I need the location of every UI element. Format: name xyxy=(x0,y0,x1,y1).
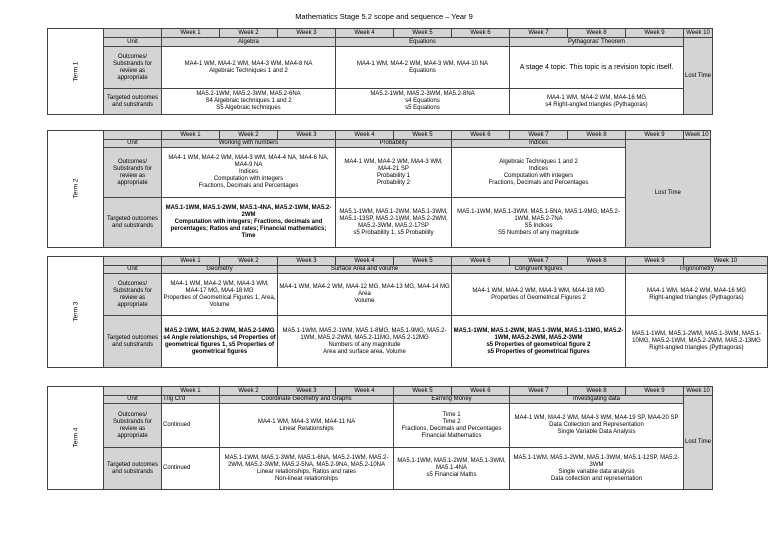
row-label-unit: Unit xyxy=(104,266,162,274)
review-cell: Time 1 Time 2 Fractions, Decimals and Percentages Financial Mathematics xyxy=(394,404,510,448)
week-header: Week 4 xyxy=(336,29,394,38)
row-label-targeted: Targeted outcomes and substrands xyxy=(104,198,162,248)
review-cell: Continued xyxy=(162,404,220,448)
week-header: Week 2 xyxy=(220,29,278,38)
week-header: Week 5 xyxy=(394,29,452,38)
targeted-cell: MA5.1-1WM, MA5.1-2WM, MA5.1-3WM, MA5.1-10MG, MA5.2-1WM, MA5.2-2WM, MA5.2-13MG Right-angled triangles (Pythagoras) xyxy=(626,316,768,368)
row-label-outcomes: Outcomes/ Substrands for review as appropriate xyxy=(104,47,162,89)
term-1-table xyxy=(47,28,713,115)
page-title: Mathematics Stage 5.2 scope and sequence – Year 9 xyxy=(295,12,473,21)
row-label-targeted: Targeted outcomes and substrands xyxy=(104,316,162,368)
week-header: Week 1 xyxy=(162,131,220,140)
term-label: Term 1 xyxy=(48,29,104,115)
review-cell: MA4-1 WM, MA4-2 WM, MA4-3 WM, MA4-18 MG Properties of Geometrical Figures 2 xyxy=(452,274,626,316)
targeted-cell: Continued xyxy=(162,448,220,490)
targeted-cell: MA5.1-1WM, MA5.1-2WM, MA5.1-3WM, MA5.1-13SP, MA5.2-1WM, MA5.2-2WM, MA5.2-3WM, MA5.2-17SP s5 Probability 1, s5 Probability xyxy=(336,198,452,248)
review-cell: MA4-1 WM, MA4-3 WM, MA4-11 NA Linear Relationships xyxy=(220,404,394,448)
term-4-table xyxy=(47,386,713,490)
week-header: Week 5 xyxy=(394,257,452,266)
review-cell: MA4-1 WM, MA4-2 WM, MA4-16 MG Right-angled triangles (Pythagoras) xyxy=(626,274,768,316)
row-label-unit: Unit xyxy=(104,38,162,47)
unit-name: Pythagoras' Theorem xyxy=(510,38,684,47)
unit-name: Earning Money xyxy=(394,396,510,404)
unit-name: Trig Ct'd xyxy=(162,396,220,404)
review-cell: Algebraic Techniques 1 and 2 Indices Computation with integers Fractions, Decimals and Percentages xyxy=(452,148,626,198)
review-cell: MA4-1 WM, MA4-2 WM, MA4-12 MG, MA4-13 MG, MA4-14 MG Area Volume xyxy=(278,274,452,316)
week-header: Week 2 xyxy=(220,131,278,140)
row-label-unit: Unit xyxy=(104,140,162,148)
row-label-targeted: Targeted outcomes and substrands xyxy=(104,448,162,490)
week-header: Week 3 xyxy=(278,387,336,396)
week-header: Week 2 xyxy=(220,257,278,266)
review-cell: MA4-1 WM, MA4-2 WM, MA4-3 WM, MA4-17 MG, MA4-18 MG Properties of Geometrical Figures 1, Area, Volume xyxy=(162,274,278,316)
week-header: Week 5 xyxy=(394,387,452,396)
targeted-cell: MA5.2-1WM, MA5.2-3WM, MA5.2-8NA s4 Equations s5 Equations xyxy=(336,89,510,115)
week-header: Week 6 xyxy=(452,257,510,266)
row-label-unit: Unit xyxy=(104,396,162,404)
week-header: Week 10 xyxy=(685,131,709,138)
unit-name: Working with numbers xyxy=(162,140,336,148)
week-header: Week 1 xyxy=(162,387,220,396)
targeted-cell: MA5.1-1WM, MA5.1-2WM, MA5.1-3WM, MA5.1-11MG, MA5.2-1WM, MA5.2-2WM, MA5.2-3WM s5 Properties of geometrical figure 2 s5 Properties of geometrical figures xyxy=(452,316,626,368)
row-label-targeted: Targeted outcomes and substrands xyxy=(104,89,162,115)
term-label: Term 3 xyxy=(48,257,104,368)
week-header: Week 7 xyxy=(510,29,568,38)
week-header: Week 6 xyxy=(452,387,510,396)
unit-name: Investigating data xyxy=(510,396,684,404)
week-header: Week 8 xyxy=(568,131,626,140)
week-header: Week 3 xyxy=(278,29,336,38)
row-label-outcomes: Outcomes/ Substrands for review as appropriate xyxy=(104,274,162,316)
week-header: Week 1 xyxy=(162,257,220,266)
week-header: Week 1 xyxy=(162,29,220,38)
week-header: Week 9 xyxy=(626,257,684,266)
week-header: Week 7 xyxy=(510,257,568,266)
targeted-cell: MA5.2-1WM, MA5.2-3WM, MA5.2-14MG s4 Angle relationships, s4 Properties of geometrical figures 1, s5 Properties of geometrical figures xyxy=(162,316,278,368)
unit-name: Algebra xyxy=(162,38,336,47)
review-cell: MA4-1 WM, MA4-2 WM, MA4-3 WM, MA4-8 NA Algebraic Techniques 1 and 2 xyxy=(162,47,336,89)
unit-name: Congruent figures xyxy=(452,266,626,274)
lost-time: Lost Time xyxy=(684,38,713,115)
targeted-cell: MA5.1-1WM, MA5.1-2WM, MA5.1-3WM, MA5.1-4NA s5 Financial Maths xyxy=(394,448,510,490)
targeted-cell: MA5.1-1WM, MA5.1-2WM, MA5.1-3WM, MA5.1-12SP, MA5.2-3WM Single variable data analysis Data collection and representation xyxy=(510,448,684,490)
targeted-cell: MA5.1-1WM, MA5.1-2WM, MA5.1-4NA, MA5.2-1WM, MA5.2-2WM Computation with integers; Fractions, decimals and percentages; Ratios and rates; Financial mathematics; Time xyxy=(162,198,336,248)
week-header: Week 3 xyxy=(278,131,336,140)
review-cell: MA4-1 WM, MA4-2 WM, MA4-3 WM, MA4-21 SP Probability 1 Probability 2 xyxy=(336,148,452,198)
week-header: Week 10 xyxy=(684,387,713,396)
term-3-table xyxy=(47,256,768,368)
week-header: Week 6 xyxy=(452,29,510,38)
unit-name: Equations xyxy=(336,38,510,47)
term-label: Term 4 xyxy=(48,387,104,490)
week-header: Week 9 xyxy=(626,29,684,38)
unit-name: Probability xyxy=(336,140,452,148)
week-header: Week 8 xyxy=(568,29,626,38)
targeted-cell: MA5.1-1WM, MA5.2-1WM, MA5.1-8MG, MA5.1-9MG, MA5.2-1WM, MA5.2-2WM, MA5.2-11MG, MA5.2-12MG Numbers of any magnitude Area and surface area, Volume xyxy=(278,316,452,368)
unit-name: Coordinate Geometry and Graphs xyxy=(220,396,394,404)
targeted-cell: MA5.1-1WM, MA5.1-3WM, MA5.1-6NA, MA5.2-1WM, MA5.2-2WM, MA5.2-3WM, MA5.2-5NA, MA5.2-9NA, MA5.2-10NA Linear relationships, Ratios and rates Non-linear relationships xyxy=(220,448,394,490)
week-header: Week 10 xyxy=(684,257,768,266)
targeted-cell: MA5.2-1WM, MA5.2-3WM, MA5.2-6NA S4 Algebraic techniques 1 and 2 S5 Algebraic techniques xyxy=(162,89,336,115)
unit-name: Surface Area and volume xyxy=(278,266,452,274)
review-cell: A stage 4 topic. This topic is a revision topic itself. xyxy=(510,47,684,89)
review-cell: MA4-1 WM, MA4-2 WM, MA4-3 WM, MA4-19 SP, MA4-20 SP Data Collection and Representation Single Variable Data Analysis xyxy=(510,404,684,448)
lost-time: Lost Time xyxy=(684,396,713,490)
week-header: Week 9 xyxy=(626,131,684,140)
week-header: Week 8 xyxy=(568,387,626,396)
term-2-table xyxy=(47,130,711,248)
week-header: Week 6 xyxy=(452,131,510,140)
week-header: Week 5 xyxy=(394,131,452,140)
week-header: Week 9 xyxy=(626,387,684,396)
unit-name: Indices xyxy=(452,140,626,148)
row-label-outcomes: Outcomes/ Substrands for review as appropriate xyxy=(104,148,162,198)
lost-time: Lost Time xyxy=(626,140,711,248)
week-header: Week 10 xyxy=(684,29,713,38)
week-header: Week 4 xyxy=(336,257,394,266)
row-label-outcomes: Outcomes/ Substrands for review as appropriate xyxy=(104,404,162,448)
targeted-cell: MA5.1-1WM, MA5.1-3WM, MA5.1-5NA, MA5.1-9MG, MA5.2-1WM, MA5.2-7NA S5 Indices S5 Numbers of any magnitude xyxy=(452,198,626,248)
week-header: Week 2 xyxy=(220,387,278,396)
targeted-cell: MA4-1 WM, MA4-2 WM, MA4-16 MG s4 Right-angled triangles (Pythagoras) xyxy=(510,89,684,115)
review-cell: MA4-1 WM, MA4-2 WM, MA4-3 WM, MA4-4 NA, MA4-6 NA, MA4-9 NA Indices Computation with integers Fractions, Decimals and Percentages xyxy=(162,148,336,198)
week-header: Week 7 xyxy=(510,131,568,140)
week-header: Week 8 xyxy=(568,257,626,266)
week-header: Week 7 xyxy=(510,387,568,396)
term-label: Term 2 xyxy=(48,131,104,248)
unit-name: Trigonometry xyxy=(626,266,768,274)
week-header: Week 4 xyxy=(336,131,394,140)
review-cell: MA4-1 WM, MA4-2 WM, MA4-3 WM, MA4-10 NA Equations xyxy=(336,47,510,89)
unit-name: Geometry xyxy=(162,266,278,274)
week-header: Week 3 xyxy=(278,257,336,266)
week-header: Week 4 xyxy=(336,387,394,396)
